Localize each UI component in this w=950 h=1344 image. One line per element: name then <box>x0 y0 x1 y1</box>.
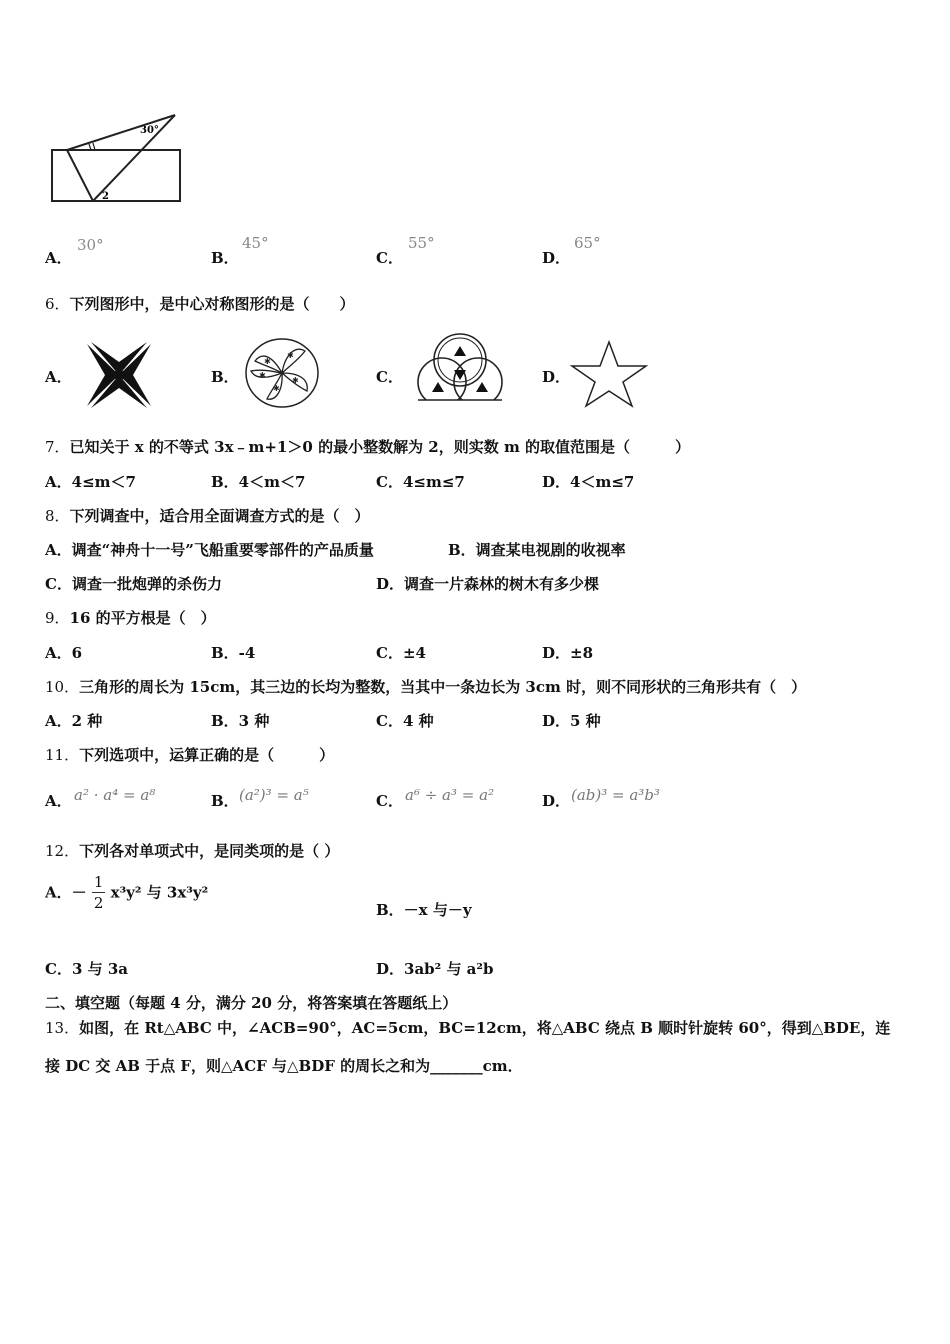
q7-option-c[interactable]: C．4≤m≤7 <box>376 473 465 491</box>
q11-option-b-letter[interactable]: B． <box>211 792 239 810</box>
question-number: 12． <box>45 842 80 860</box>
svg-text:✱: ✱ <box>287 351 294 360</box>
question-text: 下列各对单项式中，是同类项的是（ ） <box>79 842 340 860</box>
q6-shape-b-flower-emblem <box>243 337 321 409</box>
q5-option-a-letter[interactable]: A． <box>45 249 72 267</box>
question-9 <box>45 608 216 628</box>
question-8 <box>45 506 370 526</box>
question-7 <box>45 437 690 457</box>
question-number: 10． <box>45 678 80 696</box>
q5-figure <box>45 110 190 210</box>
q11-option-c-expr: a⁶ ÷ a³ = a² <box>405 786 495 804</box>
q5-option-c-letter[interactable]: C． <box>376 249 403 267</box>
question-13-line-2: 接 DC 交 AB 于点 F，则△ACF 与△BDF 的周长之和为_______cm． <box>45 1057 523 1075</box>
q12-option-a-letter: A．－ <box>45 883 87 902</box>
q6-option-d[interactable]: D． <box>542 368 571 386</box>
q6-shape-a-pinwheel <box>83 342 155 408</box>
q10-option-a[interactable]: A．2 种 <box>45 712 103 730</box>
q9-option-b[interactable]: B．-4 <box>211 644 256 662</box>
q11-option-d-expr: (ab)³ = a³b³ <box>571 786 660 804</box>
question-text: 三角形的周长为 15cm，其三边的长均为整数，当其中一条边长为 3cm 时，则不同形状的三角形共有（ ） <box>79 678 807 696</box>
q8-option-d[interactable]: D．调查一片森林的树木有多少棵 <box>376 575 600 593</box>
q11-option-a-expr: a² · a⁴ = a⁸ <box>74 786 156 804</box>
fraction-numerator: 1 <box>93 873 104 891</box>
q5-option-b-letter[interactable]: B． <box>211 249 239 267</box>
svg-text:✱: ✱ <box>264 357 271 366</box>
question-number: 9． <box>45 609 70 627</box>
question-number: 13． <box>45 1019 80 1037</box>
svg-text:✱: ✱ <box>292 376 299 385</box>
q12-option-a-fraction <box>92 872 106 913</box>
question-number: 6． <box>45 295 70 313</box>
q10-option-d[interactable]: D．5 种 <box>542 712 601 730</box>
q8-option-a[interactable]: A．调查“神舟十一号”飞船重要零部件的产品质量 <box>45 541 374 559</box>
q12-option-d[interactable]: D．3ab² 与 a²b <box>376 960 494 978</box>
q6-option-b[interactable]: B． <box>211 368 239 386</box>
question-11 <box>45 745 334 765</box>
question-6 <box>45 294 355 314</box>
question-text: 下列选项中，运算正确的是（ ） <box>79 746 335 764</box>
q6-option-a[interactable]: A． <box>45 368 72 386</box>
question-number: 11． <box>45 746 80 764</box>
q5-option-d-value: 65° <box>574 234 601 252</box>
q5-option-c-value: 55° <box>408 234 435 252</box>
q10-option-c[interactable]: C．4 种 <box>376 712 434 730</box>
q7-option-d[interactable]: D．4＜m≤7 <box>542 473 635 491</box>
q11-option-b-expr: (a²)³ = a⁵ <box>239 786 309 804</box>
q12-option-a-rest: x³y² 与 3x³y² <box>110 883 209 902</box>
q5-option-b-value: 45° <box>242 234 269 252</box>
q12-option-b[interactable]: B．－x 与－y <box>376 901 472 919</box>
q9-option-d[interactable]: D．±8 <box>542 644 594 662</box>
q12-option-a[interactable] <box>45 872 208 913</box>
question-text: 已知关于 x 的不等式 3x﹣m+1＞0 的最小整数解为 2，则实数 m 的取值范围是（ ） <box>69 438 691 456</box>
q11-option-d-letter[interactable]: D． <box>542 792 571 810</box>
q6-shape-d-star <box>570 340 648 408</box>
question-10 <box>45 677 806 697</box>
svg-text:✱: ✱ <box>259 371 266 380</box>
q6-option-c[interactable]: C． <box>376 368 403 386</box>
question-12 <box>45 841 339 861</box>
q6-shape-c-triquetra <box>414 330 506 408</box>
q5-figure-mark-2: 2 <box>102 191 109 202</box>
section-2-title: 二、填空题（每题 4 分，满分 20 分，将答案填在答题纸上） <box>45 994 458 1012</box>
q8-option-c[interactable]: C．调查一批炮弹的杀伤力 <box>45 575 222 593</box>
q11-option-a-letter[interactable]: A． <box>45 792 72 810</box>
q8-option-b[interactable]: B．调查某电视剧的收视率 <box>448 541 626 559</box>
q12-option-c[interactable]: C．3 与 3a <box>45 960 128 978</box>
q7-option-a[interactable]: A．4≤m＜7 <box>45 473 136 491</box>
svg-text:✱: ✱ <box>273 384 280 393</box>
q5-figure-angle-label: 30° <box>140 125 159 136</box>
question-text: 下列图形中，是中心对称图形的是（ ） <box>69 295 355 313</box>
question-number: 8． <box>45 507 70 525</box>
q5-option-d-letter[interactable]: D． <box>542 249 571 267</box>
question-text: 如图，在 Rt△ABC 中，∠ACB=90°，AC=5cm，BC=12cm，将△ABC 绕点 B 顺时针旋转 60°，得到△BDE，连 <box>79 1019 891 1037</box>
q7-option-b[interactable]: B．4＜m＜7 <box>211 473 306 491</box>
q5-option-a-value: 30° <box>77 236 104 254</box>
question-text: 下列调查中，适合用全面调查方式的是（ ） <box>69 507 370 525</box>
question-13-line-1 <box>45 1018 890 1038</box>
q10-option-b[interactable]: B．3 种 <box>211 712 270 730</box>
fraction-denominator: 2 <box>93 894 104 912</box>
q9-option-a[interactable]: A．6 <box>45 644 83 662</box>
q9-option-c[interactable]: C．±4 <box>376 644 426 662</box>
question-number: 7． <box>45 438 70 456</box>
q11-option-c-letter[interactable]: C． <box>376 792 403 810</box>
question-text: 16 的平方根是（ ） <box>69 609 216 627</box>
